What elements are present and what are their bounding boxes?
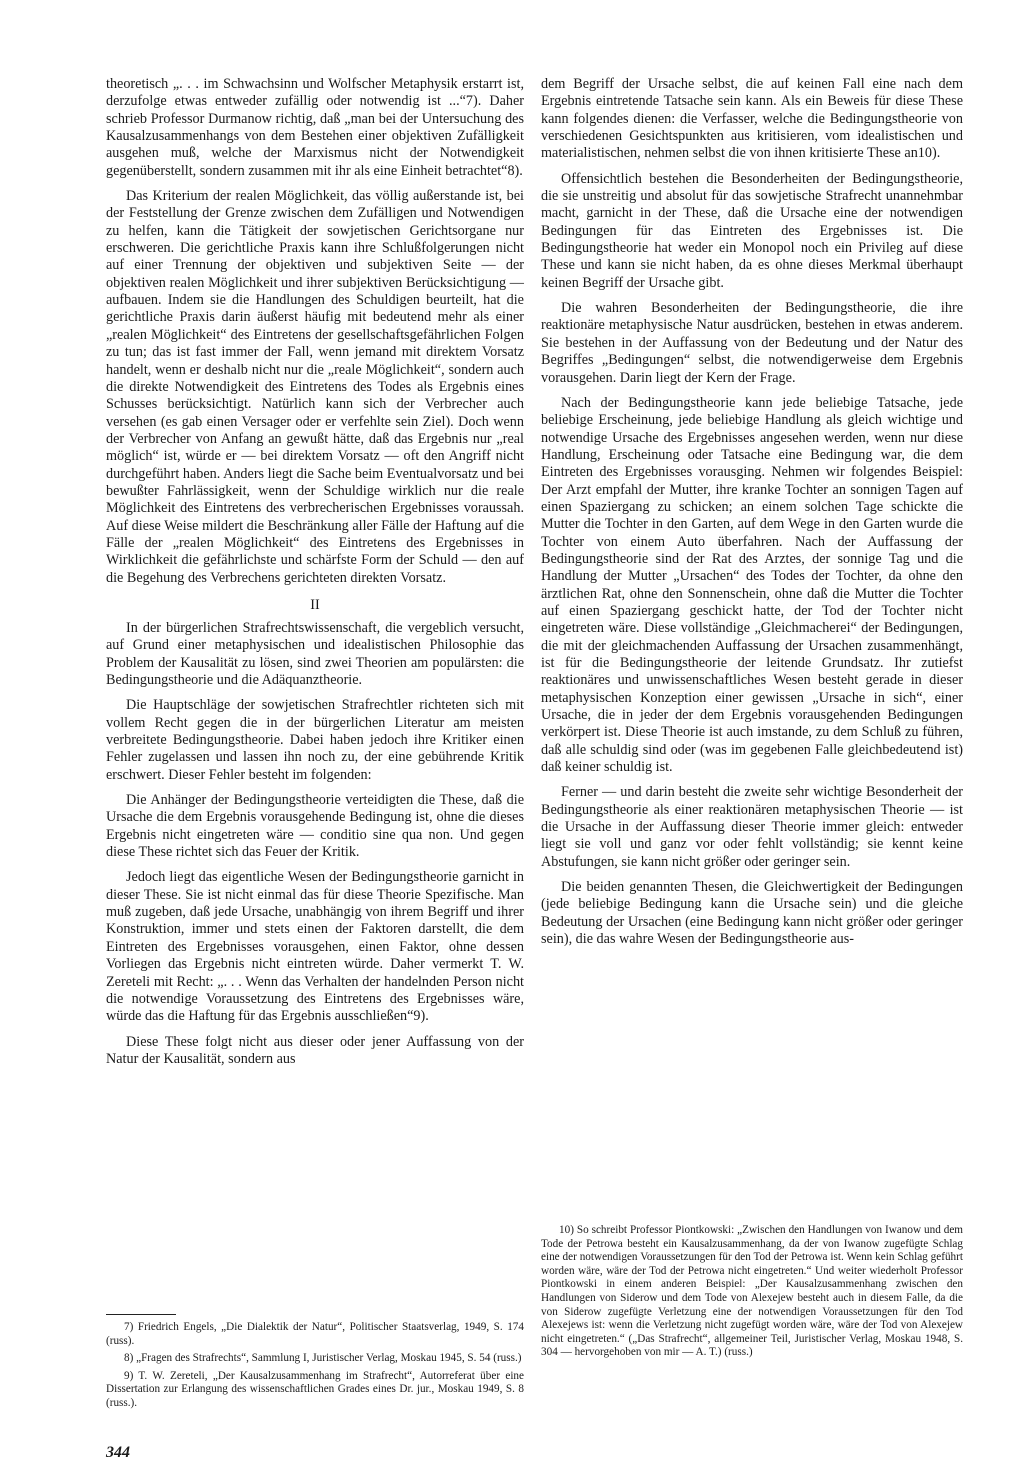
footnote: 7) Friedrich Engels, „Die Dialektik der Natur“, Politischer Staatsverlag, 1949, S. 174 (russ). <box>106 1321 524 1347</box>
page-number: 344 <box>106 1444 130 1461</box>
paragraph: In der bürgerlichen Strafrechtswissenschaft, die vergeblich versucht, auf Grund einer metaphysischen und idealistischen Philosophie das Problem der Kausalität zu lösen, sind zwei Theorien am populärsten: die Bedingungstheorie und die Adäquanztheorie. <box>106 619 524 688</box>
paragraph: dem Begriff der Ursache selbst, die auf keinen Fall eine nach dem Ergebnis eintretende Tatsache sein kann. Als ein Beweis für diese These kann folgendes dienen: die Verfasser, welche die Bedingungstheorie von verschiedenen Gesichtspunkten aus kritisieren, vom idealistischen und materialistischen, nehmen selbst die von ihnen kritisierte These an10). <box>541 76 963 162</box>
paragraph: Offensichtlich bestehen die Besonderheiten der Bedingungstheorie, die sie unstreitig und absolut für das sowjetische Strafrecht unannehmbar macht, garnicht in der These, daß die Ursache eine der notwendigen Bedingungen für das Eintreten des Ergebnisses ist. Die Bedingungstheorie hat weder ein Monopol noch ein Privileg auf diese These und kann sie nicht haben, da es ohne dieses Merkmal überhaupt keinen Begriff der Ursache gibt. <box>541 170 963 291</box>
footnote: 8) „Fragen des Strafrechts“, Sammlung I, Juristischer Verlag, Moskau 1945, S. 54 (russ.) <box>124 1352 522 1365</box>
paragraph: Die Anhänger der Bedingungstheorie verteidigten die These, daß die Ursache die dem Ergebnis vorausgehende Bedingung ist, ohne die dieses Ergebnis nicht eingetreten wäre — conditio sine qua non. Und gegen diese These richtet sich das Feuer der Kritik. <box>106 792 524 861</box>
left-column <box>106 76 524 1076</box>
paragraph: Jedoch liegt das eigentliche Wesen der Bedingungstheorie garnicht in dieser These. Sie ist nicht einmal das für diese Theorie Spezifische. Man muß zugeben, daß jede Ursache, unabhängig von ihrem Begriff und ihrer Konstruktion, immer und stets einen der Faktoren darstellt, die dem Eintreten des Ergebnisses vorausgehen, einen Faktor, ohne dessen Vorliegen das Ergebnis nicht eintreten würde. Daher vermerkt T. W. Zereteli mit Recht: „. . . Wenn das Verhalten der handelnden Person nicht die notwendige Voraussetzung des Eintretens des Ergebnisses wäre, würde das die Haftung für das Ergebnis ausschließen“9). <box>106 869 524 1025</box>
right-column <box>541 76 963 957</box>
section-heading: II <box>310 596 320 613</box>
paragraph: Das Kriterium der realen Möglichkeit, das völlig außerstande ist, bei der Feststellung der Grenze zwischen dem Zufälligen und Notwendigen zu helfen, kann die Tätigkeit der sowjetischen Gerichtsorgane nur erschweren. Die gerichtliche Praxis kann ihre Schlußfolgerungen nicht auf einer Trennung der objektiven und subjektiven Seite — der objektiven realen Möglichkeit und ihrer subjektiven Berücksichtigung — aufbauen. Indem sie die Handlungen des Schuldigen beurteilt, hat die gerichtliche Praxis darin äußerst häufig mit bedeutend mehr als einer „realen Möglichkeit“ des Eintretens der gesellschaftsgefährlichen Folgen zu tun; das ist fast immer der Fall, wenn jemand mit direktem Vorsatz handelt, wenn er deshalb nicht nur die „reale Möglichkeit“, sondern auch die direkte Notwendigkeit des Eintretens des Todes als Ergebnis eines Schusses berücksichtigt. Natürlich kann sich der Verbrecher auch versehen (es gab einen Versager oder er verfehlte sein Ziel). Doch wenn der Verbrecher von Anfang an gewußt hätte, daß das Ergebnis nur „real möglich“ ist, würde er — bei direktem Vorsatz — oft den Angriff nicht durchgeführt haben. Anders liegt die Sache beim Eventualvorsatz und bei bewußter Fahrlässigkeit, wenn der Schuldige wirklich nur die reale Möglichkeit des Eintretens des verbrecherischen Ergebnisses voraussah. Auf diese Weise mildert die Beschränkung aller Fälle der Haftung auf die Fälle der „realen Möglichkeit“ des Eintretens des Ergebnisses in Wirklichkeit die gefährlichste und schärfste Form der Schuld — den auf die Begehung des Verbrechens gerichteten direkten Vorsatz. <box>106 188 524 586</box>
footnotes-left <box>106 1304 524 1415</box>
footnotes-right <box>541 1224 963 1364</box>
paragraph: Die beiden genannten Thesen, die Gleichwertigkeit der Bedingungen (jede beliebige Bedingung kann die Ursache sein) und die gleiche Bedeutung der Ursachen (eine Bedingung kann nicht größer oder geringer sein), die das wahre Wesen der Bedingungstheorie aus- <box>541 879 963 948</box>
paragraph: Die wahren Besonderheiten der Bedingungstheorie, die ihre reaktionäre metaphysische Natur ausdrücken, bestehen in etwas anderem. Sie bestehen in der Auffassung von der Bedeutung und der Natur des Begriffes „Bedingungen“ selbst, die notwendigerweise dem Ergebnis vorausgehen. Darin liegt der Kern der Frage. <box>541 300 963 386</box>
footnote: 9) T. W. Zereteli, „Der Kausalzusammenhang im Strafrecht“, Autorreferat über eine Dissertation zur Erlangung des wissenschaftlichen Grades eines Dr. jur., Moskau 1949, S. 8 (russ.). <box>106 1369 524 1409</box>
footnote: 10) So schreibt Professor Piontkowski: „Zwischen den Handlungen von Iwanow und dem Tode der Petrowa besteht ein Kausalzusammenhang, da der von Iwanow zugefügte Schlag eine der notwendigen Voraussetzungen für den Tod der Petrowa ist. Wenn kein Schlag geführt worden wäre, wäre der Tod der Petrowa nicht eingetreten.“ Und weiter wiederholt Professor Piontkowski in einem anderen Beispiel: „Der Kausalzusammenhang zwischen den Handlungen von Siderow und dem Tode von Alexejew besteht auch in diesem Falle, da die von Siderow zugefügte Verletzung eine der notwendigen Voraussetzungen für den Tod Alexejews ist: wenn die Verletzung nicht zugefügt worden wäre, wäre der Tod von Alexejew nicht eingetreten.“ („Das Strafrecht“, allgemeiner Teil, Juristischer Verlag, Moskau 1948, S. 304 — hervorgehoben von mir — A. T.) (russ.) <box>541 1224 963 1359</box>
paragraph: theoretisch „. . . im Schwachsinn und Wolfscher Metaphysik erstarrt ist, derzufolge etwas entweder zufällig oder notwendig ist ...“7). Daher schrieb Professor Durmanow richtig, daß „man bei der Untersuchung des Kausalzusammenhangs von dem Bestehen einer objektiven Zufälligkeit ausgehen muß, welche der Marxismus nicht der Notwendigkeit gegenüberstellt, sondern zusammen mit ihr als eine Einheit betrachtet“8). <box>106 76 524 179</box>
paragraph: Diese These folgt nicht aus dieser oder jener Auffassung von der Natur der Kausalität, sondern aus <box>106 1033 524 1067</box>
paragraph: Ferner — und darin besteht die zweite sehr wichtige Besonderheit der Bedingungstheorie als einer reaktionären metaphysischen Theorie — ist die Ursache in der Auffassung dieser Theorie immer gleich: entweder liegt sie voll und ganz vor oder fehlt vollständig; sie kennt keine Abstufungen, sie kann nicht größer oder geringer sein. <box>541 784 963 870</box>
paragraph: Nach der Bedingungstheorie kann jede beliebige Tatsache, jede beliebige Erscheinung, jede beliebige Handlung als gleich wichtige und notwendige Ursache des Ergebnisses angesehen werden, wenn nur diese Handlung, Erscheinung oder Tatsache eine Bedingung war, die dem Eintreten des Ergebnisses vorausging. Nehmen wir folgendes Beispiel: Der Arzt empfahl der Mutter, ihre kranke Tochter an sonnigen Tagen auf einen Spaziergang zu schicken; an einem solchen Tage schickte die Mutter die Tochter in den Garten, auf dem Wege in den Garten wurde die Tochter von einem Auto überfahren. Nach der Auffassung der Bedingungstheorie sind der Rat des Arztes, der sonnige Tag und die Handlung der Mutter „Ursachen“ des Todes der Tochter, da ohne den ärztlichen Rat, ohne den Sonnenschein, ohne daß die Mutter die Tochter auf einen Spaziergang geschickt hatte, der Tod der Tochter nicht eingetreten wäre. Diese vollständige „Gleichmacherei“ der Bedingungen, die mit der gleichmachenden Auffassung der Ursachen zusammenhängt, ist für die Bedingungstheorie der leitende Grundsatz. Ihr zutiefst reaktionäres und unwissenschaftliches Wesen besteht gerade in dieser metaphysischen Konzeption einer gewissen „Ursache in sich“, einer Ursache, die in jeder der dem Ergebnis vorausgehenden Bedingungen verkörpert ist. Diese Theorie ist auch imstande, zu dem Schluß zu führen, daß alle schuldig sind oder (was im gegebenen Falle gleichbedeutend ist) daß keiner schuldig ist. <box>541 394 963 776</box>
paragraph: Die Hauptschläge der sowjetischen Strafrechtler richteten sich mit vollem Recht gegen die in der bürgerlichen Literatur am meisten verbreitete Bedingungstheorie. Dabei haben jedoch ihre Kritiker einen Fehler zugelassen und lassen ihn noch zu, der eine gebührende Kritik erschwert. Dieser Fehler besteht im folgenden: <box>106 697 524 783</box>
footnote-divider <box>106 1314 176 1315</box>
